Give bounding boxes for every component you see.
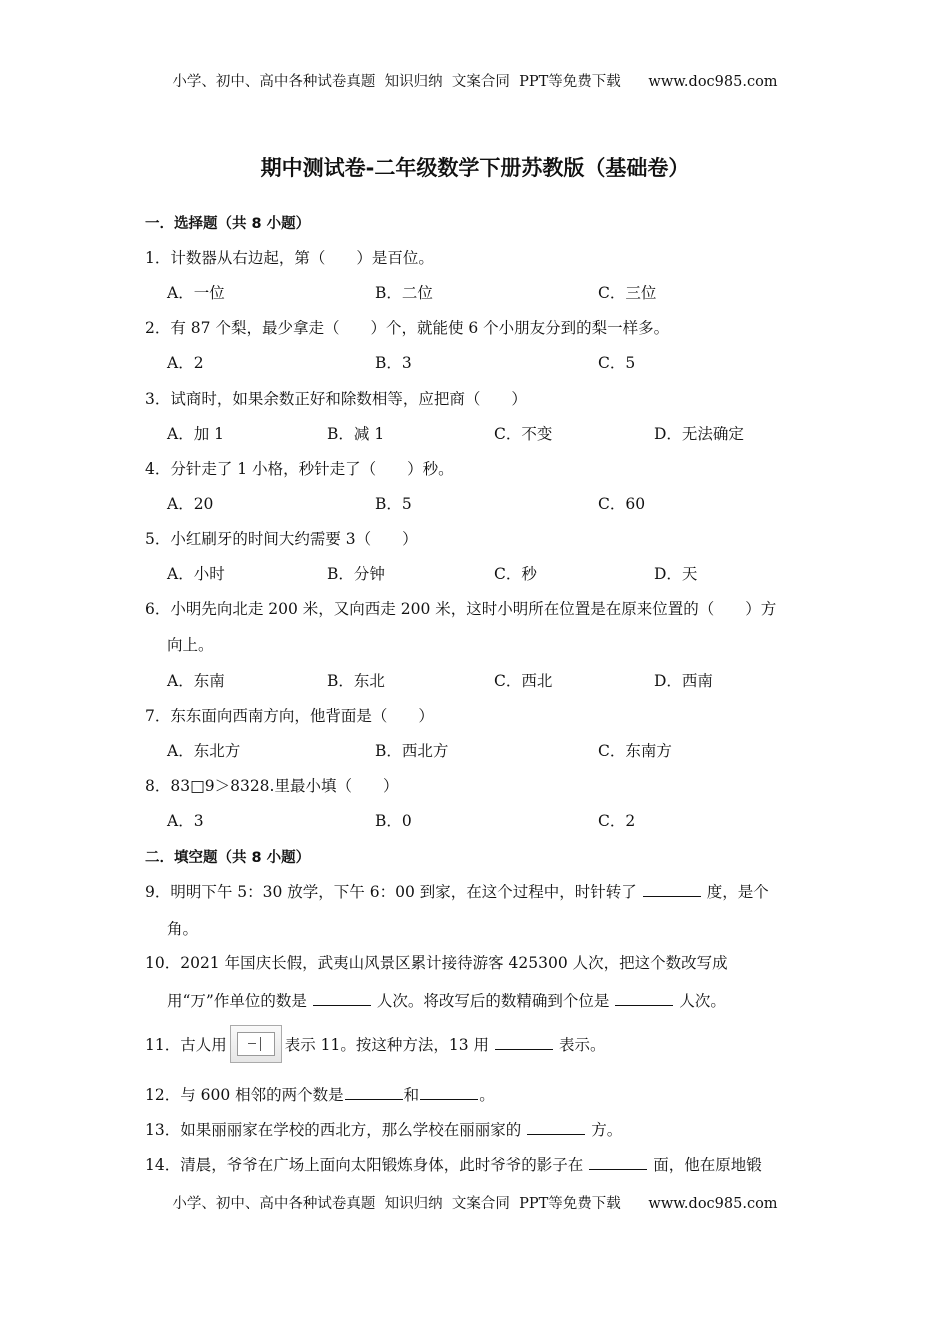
question-13 [145,1118,622,1140]
question-6-cont: 向上。 [167,636,214,654]
q6-option-a: A．东南 [167,672,225,690]
q9-text-post: 度，是个 [706,883,769,901]
question-1: 1．计数器从右边起，第（ ）是百位。 [145,249,434,267]
question-9 [145,880,769,902]
q10-text-c: 人次。 [679,992,726,1010]
q3-option-d: D．无法确定 [654,425,744,443]
q1-option-c: C．三位 [598,284,657,302]
q12-text-pre: 12．与 600 相邻的两个数是 [145,1086,344,1104]
q11-text-pre: 11．古人用 [145,1036,227,1054]
q6-option-c: C．西北 [494,672,553,690]
question-9-cont: 角。 [167,920,199,938]
q12-text-mid: 和 [403,1086,420,1104]
q3-option-a: A．加 1 [167,425,224,443]
q11-text-post: 表示。 [559,1036,606,1054]
question-12 [145,1083,495,1105]
question-4: 4．分针走了 1 小格，秒针走了（ ）秒。 [145,460,454,478]
question-3: 3．试商时，如果余数正好和除数相等，应把商（ ） [145,390,527,408]
q12-blank-2[interactable] [420,1085,478,1100]
question-8: 8．83□9＞8328.里最小填（ ） [145,777,399,795]
q10-blank-2[interactable] [615,991,673,1006]
q4-option-c: C．60 [598,495,646,513]
q10-blank-1[interactable] [313,991,371,1006]
q10-text-b: 人次。将改写后的数精确到个位是 [376,992,610,1010]
q8-option-a: A．3 [167,812,204,830]
question-14 [145,1153,762,1175]
question-7: 7．东东面向西南方向，他背面是（ ） [145,707,434,725]
q3-option-c: C．不变 [494,425,553,443]
q8-option-c: C．2 [598,812,636,830]
q2-option-a: A．2 [167,354,204,372]
q9-text: 9．明明下午 5：30 放学，下午 6：00 到家，在这个过程中，时针转了 [145,883,637,901]
q13-blank[interactable] [527,1120,585,1135]
q13-text-post: 方。 [591,1121,623,1139]
q3-option-b: B．减 1 [327,425,385,443]
q5-option-b: B．分钟 [327,565,385,583]
q6-option-d: D．西南 [654,672,713,690]
q14-text-post: 面，他在原地锻 [653,1156,762,1174]
page-title: 期中测试卷-二年级数学下册苏教版（基础卷） [260,156,690,180]
section-heading-choice: 一．选择题（共 8 小题） [145,216,311,232]
q14-blank[interactable] [589,1155,647,1170]
q2-option-b: B．3 [375,354,412,372]
page-header: 小学、初中、高中各种试卷真题 知识归纳 文案合同 PPT等免费下载 www.doc985.com [172,74,778,90]
q7-option-c: C．东南方 [598,742,672,760]
q4-option-b: B．5 [375,495,412,513]
q12-text-post: 。 [479,1086,495,1104]
q11-text-mid: 表示 11。按这种方法，13 用 [284,1036,490,1054]
q4-option-a: A．20 [167,495,214,513]
q1-option-a: A．一位 [167,284,225,302]
counting-rod-image [230,1025,282,1063]
q12-blank-1[interactable] [345,1085,403,1100]
q11-blank[interactable] [495,1035,553,1050]
question-6: 6．小明先向北走 200 米，又向西走 200 米，这时小明所在位置是在原来位置的（ ）方 [145,600,777,618]
q9-blank[interactable] [643,882,701,897]
q8-option-b: B．0 [375,812,412,830]
section-heading-fill: 二．填空题（共 8 小题） [145,850,311,866]
question-10-cont [167,989,726,1011]
q7-option-b: B．西北方 [375,742,449,760]
q7-option-a: A．东北方 [167,742,241,760]
q14-text-pre: 14．清晨，爷爷在广场上面向太阳锻炼身体，此时爷爷的影子在 [145,1156,584,1174]
page-footer: 小学、初中、高中各种试卷真题 知识归纳 文案合同 PPT等免费下载 www.doc985.com [172,1196,778,1212]
question-2: 2．有 87 个梨，最少拿走（ ）个，就能使 6 个小朋友分到的梨一样多。 [145,319,670,337]
question-11 [145,1027,606,1065]
question-10: 10．2021 年国庆长假，武夷山风景区累计接待游客 425300 人次，把这个数改写成 [145,954,728,972]
q5-option-d: D．天 [654,565,698,583]
q2-option-c: C．5 [598,354,636,372]
q6-option-b: B．东北 [327,672,385,690]
q5-option-c: C．秒 [494,565,537,583]
q5-option-a: A．小时 [167,565,225,583]
q10-text-a: 用“万”作单位的数是 [167,992,307,1010]
question-5: 5．小红刷牙的时间大约需要 3（ ） [145,530,418,548]
q13-text-pre: 13．如果丽丽家在学校的西北方，那么学校在丽丽家的 [145,1121,522,1139]
q1-option-b: B．二位 [375,284,433,302]
